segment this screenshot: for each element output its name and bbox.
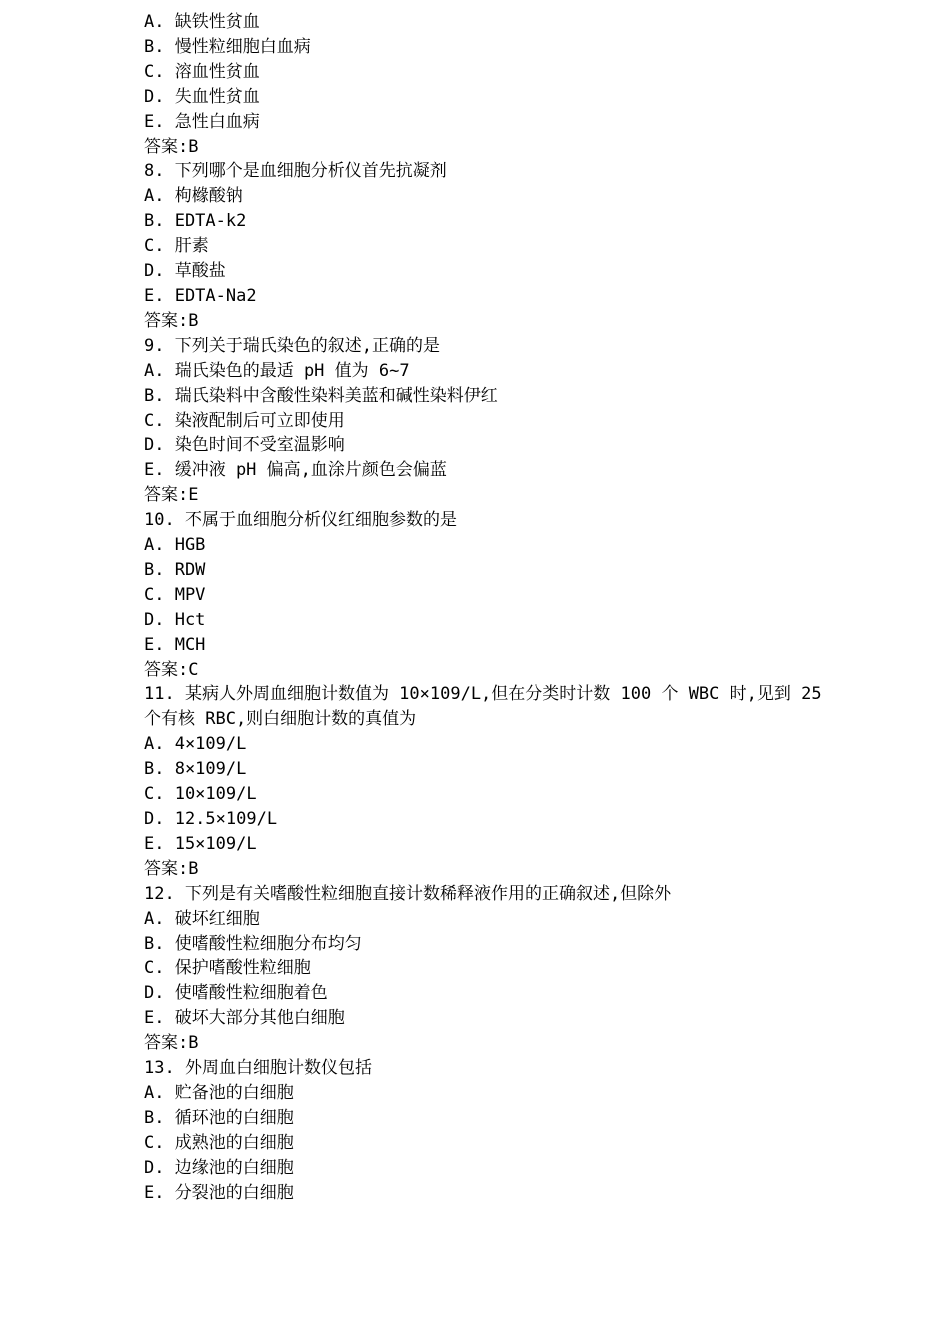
option-line: E. EDTA-Na2	[144, 285, 257, 306]
option-line: C. 溶血性贫血	[144, 61, 260, 82]
option-line: D. 染色时间不受室温影响	[144, 435, 345, 456]
option-line: B. 使嗜酸性粒细胞分布均匀	[144, 933, 362, 954]
option-line: C. MPV	[144, 584, 206, 605]
answer-line: 答案:E	[144, 485, 199, 506]
option-line: E. MCH	[144, 634, 206, 655]
option-line: B. RDW	[144, 559, 206, 580]
option-line: D. 失血性贫血	[144, 86, 260, 107]
answer-line: 答案:B	[144, 858, 199, 879]
option-line: D. 使嗜酸性粒细胞着色	[144, 983, 328, 1004]
option-line: A. 贮备池的白细胞	[144, 1082, 294, 1103]
question-line: 8. 下列哪个是血细胞分析仪首先抗凝剂	[144, 161, 447, 182]
option-line: D. 12.5×109/L	[144, 809, 278, 829]
option-line: D. Hct	[144, 609, 206, 630]
option-line: E. 破坏大部分其他白细胞	[144, 1008, 345, 1029]
option-line: E. 分裂池的白细胞	[144, 1182, 294, 1203]
option-line: A. 4×109/L	[144, 734, 247, 755]
question-line: 10. 不属于血细胞分析仪红细胞参数的是	[144, 510, 457, 531]
option-line: B. 8×109/L	[144, 759, 247, 780]
question-line: 13. 外周血白细胞计数仪包括	[144, 1058, 372, 1079]
option-line: A. 破坏红细胞	[144, 908, 260, 929]
option-line: B. EDTA-k2	[144, 211, 247, 232]
question-line: 9. 下列关于瑞氏染色的叙述,正确的是	[144, 335, 440, 356]
answer-line: 答案:C	[144, 659, 199, 680]
answer-line: 答案:B	[144, 310, 199, 331]
option-line: D. 草酸盐	[144, 261, 226, 282]
option-line: C. 染液配制后可立即使用	[144, 410, 345, 431]
option-line: C. 保护嗜酸性粒细胞	[144, 958, 311, 979]
answer-line: 答案:B	[144, 136, 199, 157]
option-line: E. 急性白血病	[144, 111, 260, 132]
option-line: C. 10×109/L	[144, 784, 257, 805]
option-line: B. 慢性粒细胞白血病	[144, 36, 311, 57]
option-line: B. 瑞氏染料中含酸性染料美蓝和碱性染料伊红	[144, 385, 498, 406]
option-line: D. 边缘池的白细胞	[144, 1157, 294, 1178]
option-line: A. 瑞氏染色的最适 pH 值为 6~7	[144, 360, 410, 381]
option-line: A. 枸橼酸钠	[144, 186, 243, 207]
option-line: B. 循环池的白细胞	[144, 1107, 294, 1128]
question-line: 11. 某病人外周血细胞计数值为 10×109/L,但在分类时计数 100 个 WBC 时,见到 25 个有核 RBC,则白细胞计数的真值为	[144, 684, 832, 730]
question-line: 12. 下列是有关嗜酸性粒细胞直接计数稀释液作用的正确叙述,但除外	[144, 883, 672, 904]
option-line: A. 缺铁性贫血	[144, 12, 260, 32]
answer-line: 答案:B	[144, 1033, 199, 1054]
option-line: E. 15×109/L	[144, 833, 257, 854]
option-line: A. HGB	[144, 535, 206, 556]
option-line: C. 成熟池的白细胞	[144, 1132, 294, 1153]
document-body	[144, 10, 834, 1206]
option-line: E. 缓冲液 pH 偏高,血涂片颜色会偏蓝	[144, 460, 447, 481]
option-line: C. 肝素	[144, 236, 209, 257]
